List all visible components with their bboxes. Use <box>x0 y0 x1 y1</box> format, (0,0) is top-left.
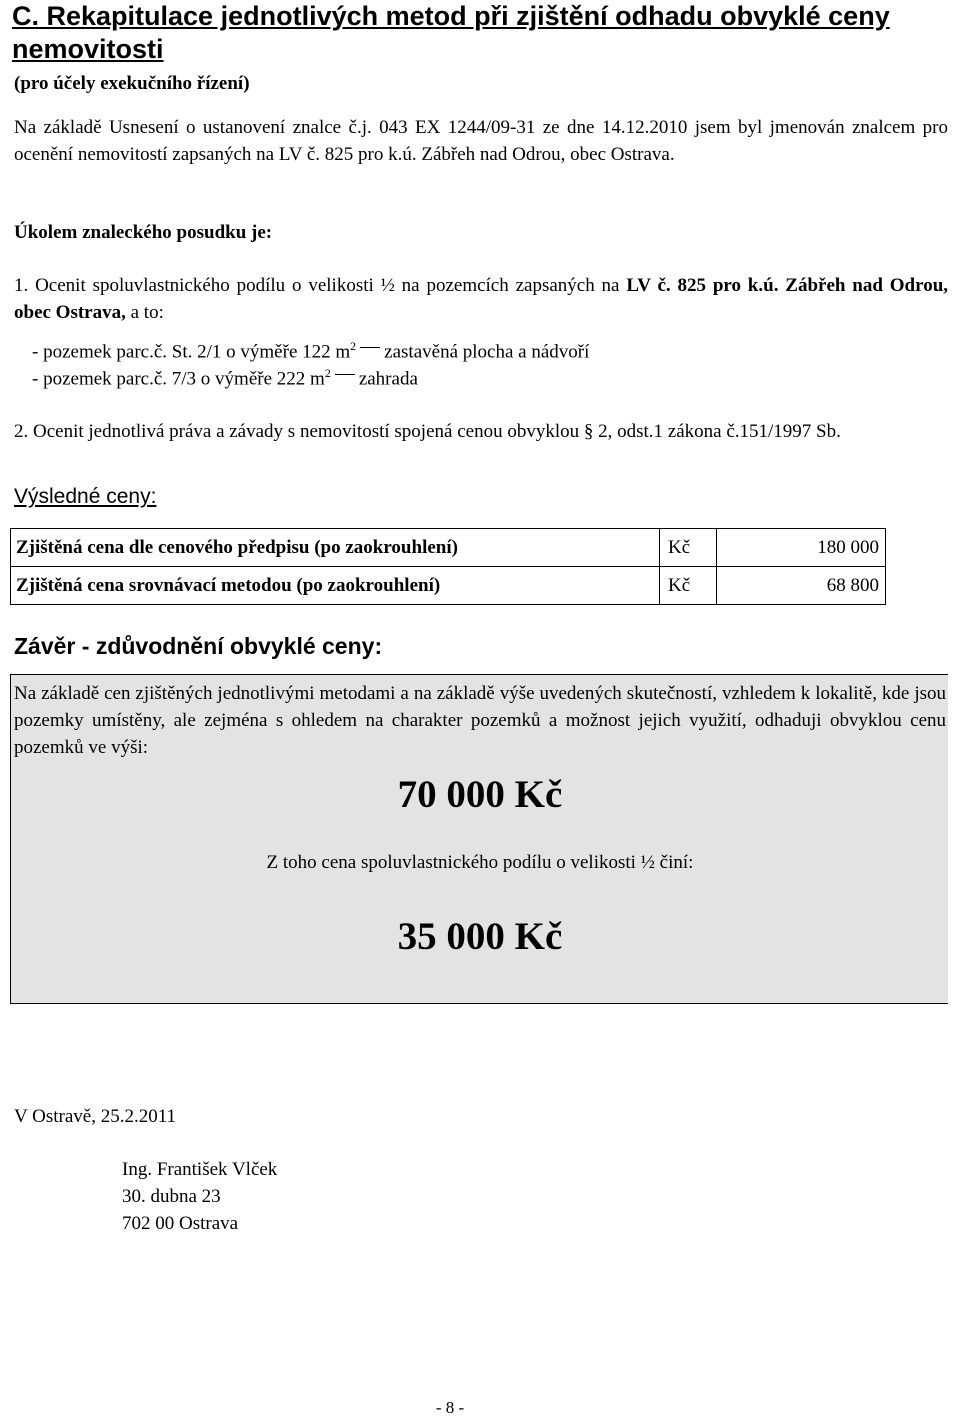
result-currency: Kč <box>659 567 717 604</box>
result-label: Zjištěná cena srovnávací metodou (po zaokrouhlení) <box>16 574 441 596</box>
conclusion-text: Na základě cen zjištěných jednotlivými metodami a na základě výše uvedených skutečností, vzhledem k lokalitě, kde jsou pozemky umístěny, ale zejména s ohledem na charakter pozemků a možnost jejich využití, odhaduji obvyklou cenu pozemků ve výši: <box>14 683 946 758</box>
task-1-prefix: 1. Ocenit spoluvlastnického podílu o velikosti ½ na pozemcích zapsaných na <box>14 275 620 296</box>
parcel-item <box>32 366 418 390</box>
parcel-text: - pozemek parc.č. St. 2/1 o výměře 122 m <box>32 341 351 363</box>
result-value: 180 000 <box>817 536 879 558</box>
result-label: Zjištěná cena dle cenového předpisu (po zaokrouhlení) <box>16 536 458 558</box>
parcel-sup: 2 <box>324 366 331 380</box>
dash-line <box>335 374 355 375</box>
conclusion-title: Závěr - zdůvodnění obvyklé ceny: <box>14 633 383 659</box>
result-value: 68 800 <box>826 574 879 596</box>
task-2: 2. Ocenit jednotlivá práva a závady s nemovitostí spojená cenou obvyklou § 2, odst.1 zákona č.151/1997 Sb. <box>14 421 841 442</box>
task-label: Úkolem znaleckého posudku je: <box>14 222 273 243</box>
result-row <box>10 528 886 567</box>
parcel-desc: zastavěná plocha a nádvoří <box>384 341 590 363</box>
signature-name: Ing. František Vlček <box>122 1159 278 1180</box>
task-1 <box>14 272 948 326</box>
section-subheading: (pro účely exekučního řízení) <box>14 73 250 94</box>
place-date: V Ostravě, 25.2.2011 <box>14 1106 177 1127</box>
section-heading: C. Rekapitulace jednotlivých metod při zjištění odhadu obvyklé ceny nemovitosti <box>12 1 890 64</box>
parcel-item <box>32 339 589 363</box>
signature-city: 702 00 Ostrava <box>122 1213 239 1234</box>
results-title: Výsledné ceny: <box>14 485 157 508</box>
task-1-bold: LV č. 825 pro k.ú. Zábřeh nad Odrou, obec Ostrava, <box>14 275 949 323</box>
result-row <box>10 566 886 605</box>
task-1-suffix: a to: <box>125 302 164 323</box>
parcel-text: - pozemek parc.č. 7/3 o výměře 222 m <box>32 368 325 390</box>
result-currency: Kč <box>659 529 717 566</box>
price-share: 35 000 Kč <box>397 915 563 958</box>
intro-paragraph: Na základě Usnesení o ustanovení znalce č.j. 043 EX 1244/09-31 ze dne 14.12.2010 jsem byl jmenován znalcem pro ocenění nemovitostí zapsaných na LV č. 825 pro k.ú. Zábřeh nad Odrou, obec Ostrava. <box>14 117 948 165</box>
signature-street: 30. dubna 23 <box>122 1186 221 1207</box>
page-number: - 8 - <box>435 1398 465 1417</box>
share-text: Z toho cena spoluvlastnického podílu o velikosti ½ činí: <box>266 852 694 873</box>
dash-line <box>360 347 380 348</box>
parcel-sup: 2 <box>350 339 357 353</box>
parcel-desc: zahrada <box>358 368 418 390</box>
signature-block <box>122 1156 277 1237</box>
price-total: 70 000 Kč <box>397 773 563 816</box>
